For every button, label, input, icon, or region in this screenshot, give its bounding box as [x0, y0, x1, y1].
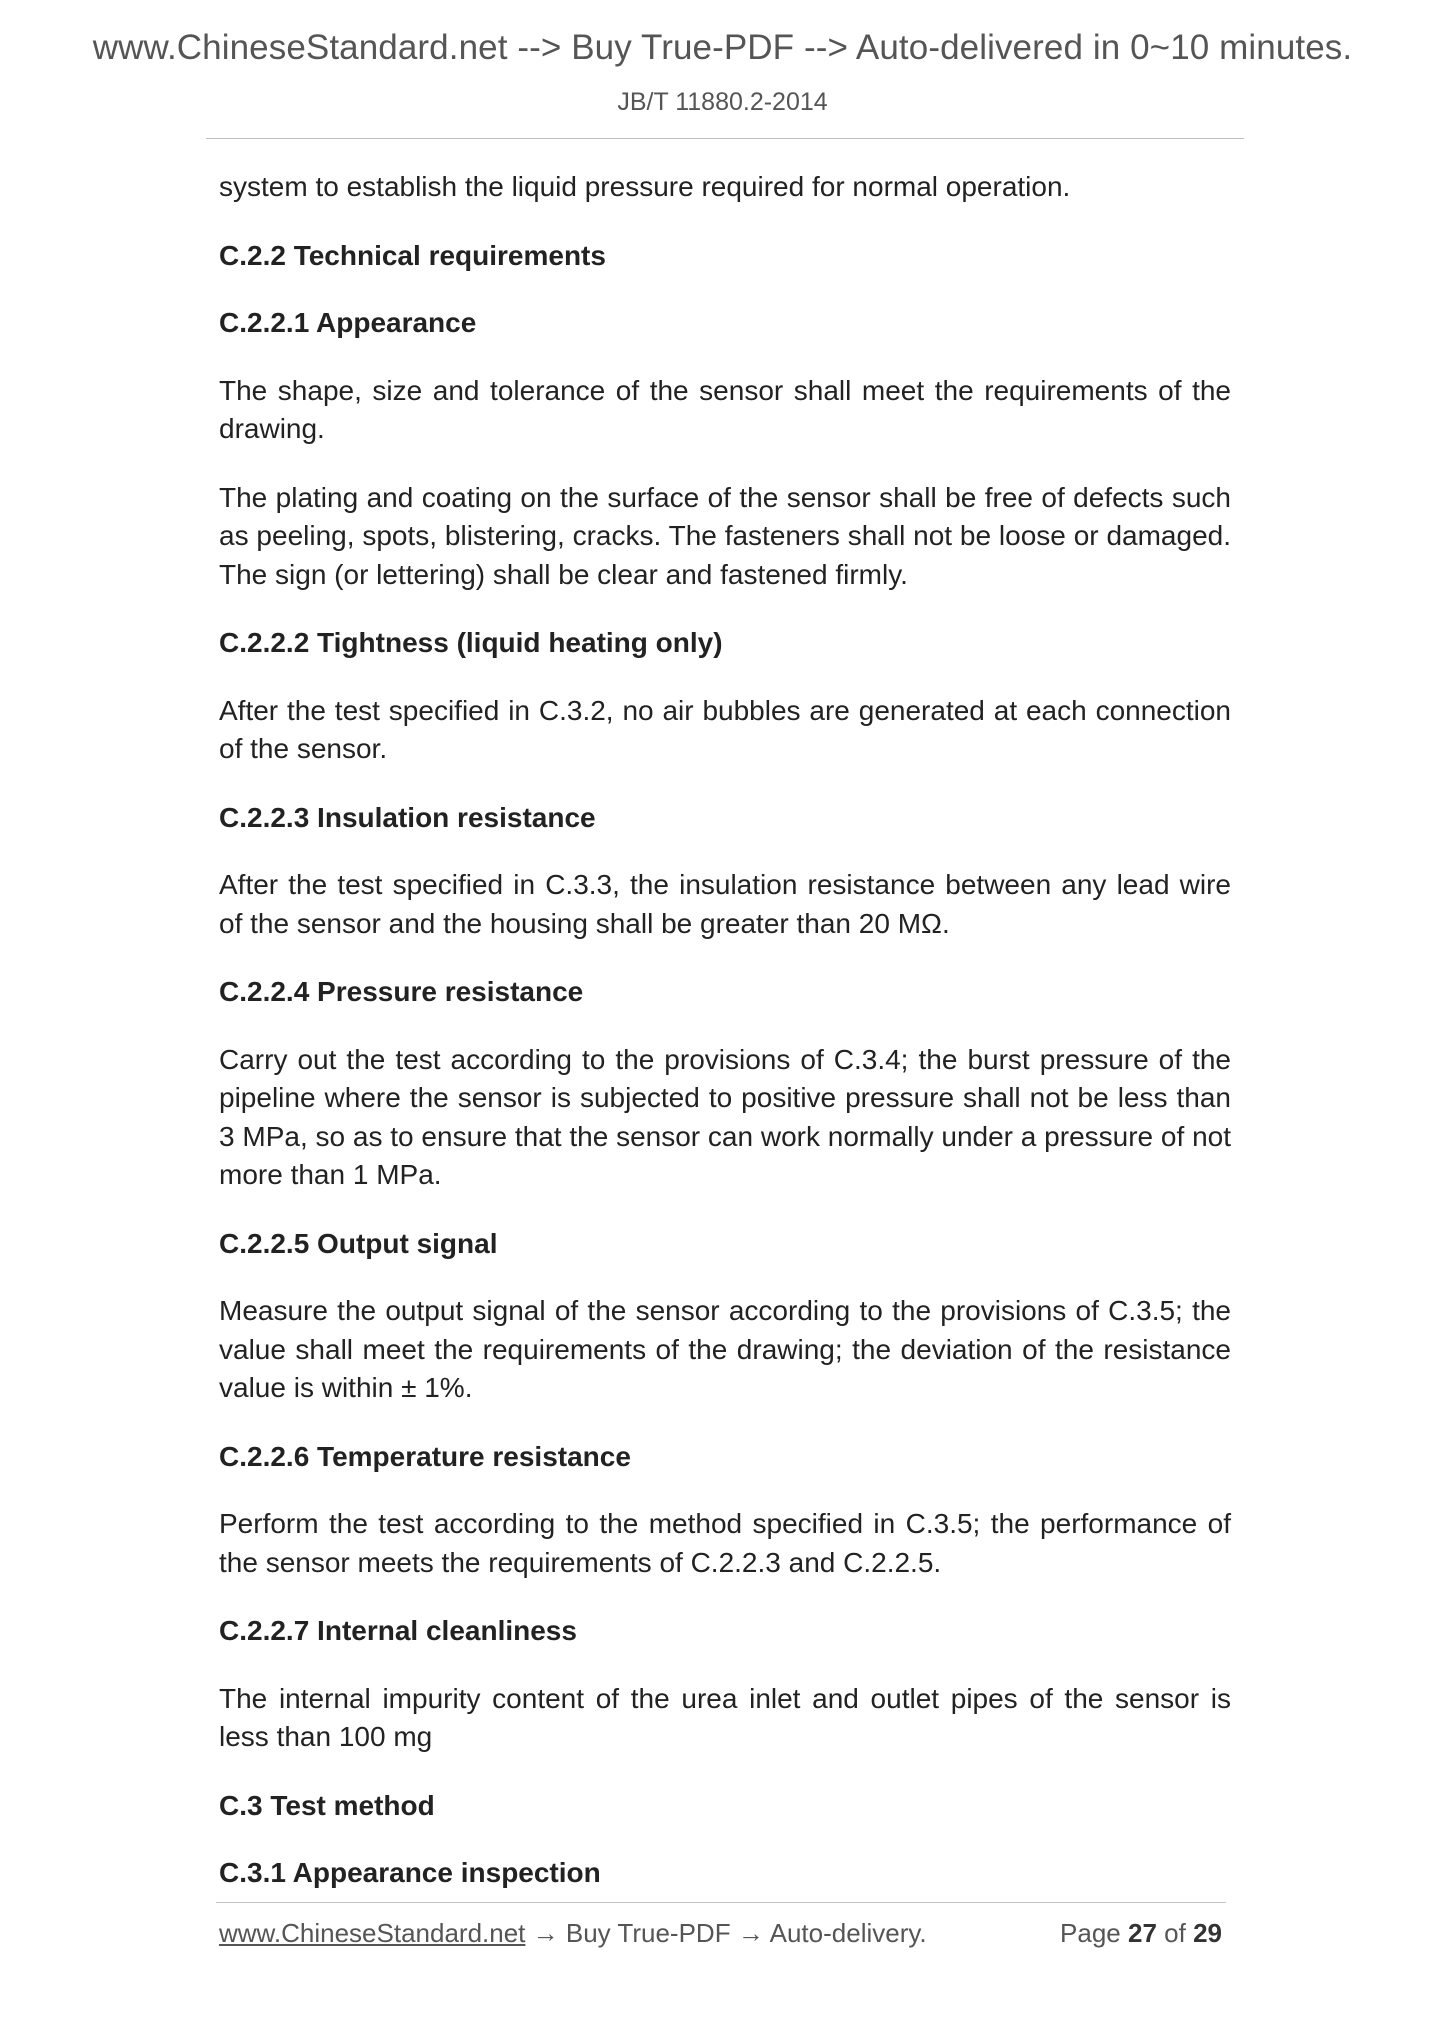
- header-divider: [206, 138, 1244, 139]
- paragraph-cleanliness: The internal impurity content of the urea inlet and outlet pipes of the sensor is less than 100 mg: [219, 1682, 1231, 1752]
- paragraph-appearance-shape: The shape, size and tolerance of the sensor shall meet the requirements of the drawing.: [219, 374, 1231, 444]
- document-id: JB/T 11880.2-2014: [617, 88, 828, 116]
- footer-site-link[interactable]: www.ChineseStandard.net: [219, 1918, 526, 1948]
- paragraph-appearance-plating: The plating and coating on the surface of the sensor shall be free of defects such as peeling, spots, blistering, cracks. The fasteners shall not be loose or damaged. The sign (or lettering) shall be clear and fastened firmly.: [219, 481, 1231, 590]
- arrow-right-icon: →: [532, 1918, 559, 1948]
- heading-c-3: C.3 Test method: [219, 1789, 435, 1821]
- footer-delivery-text: Auto-delivery.: [769, 1918, 927, 1948]
- heading-c-2-2-7: C.2.2.7 Internal cleanliness: [219, 1615, 577, 1646]
- page-label: Page: [1060, 1918, 1121, 1948]
- heading-c-2-2-6: C.2.2.6 Temperature resistance: [219, 1440, 631, 1472]
- page-current: 27: [1128, 1918, 1157, 1948]
- paragraph-insulation: After the test specified in C.3.3, the insulation resistance between any lead wire of the sensor and the housing shall be greater than 20 MΩ.: [219, 869, 1231, 939]
- paragraph-tightness: After the test specified in C.3.2, no air bubbles are generated at each connection of the sensor.: [219, 694, 1231, 764]
- heading-c-3-1: C.3.1 Appearance inspection: [219, 1857, 601, 1888]
- paragraph-output-signal: Measure the output signal of the sensor according to the provisions of C.3.5; the value shall meet the requirements of the drawing; the deviation of the resistance value is within ± 1%.: [219, 1295, 1231, 1403]
- of-label: of: [1164, 1918, 1186, 1948]
- header-banner: www.ChineseStandard.net --> Buy True-PDF --> Auto-delivered in 0~10 minutes.: [92, 28, 1353, 67]
- heading-c-2-2-2: C.2.2.2 Tightness (liquid heating only): [219, 627, 723, 658]
- paragraph-temperature: Perform the test according to the method specified in C.3.5; the performance of the sensor meets the requirements of C.2.2.3 and C.2.2.5.: [219, 1508, 1231, 1578]
- page-total: 29: [1193, 1918, 1222, 1948]
- page-content: [219, 168, 1231, 1922]
- page-indicator: [1060, 1918, 1222, 1949]
- paragraph-continued: system to establish the liquid pressure required for normal operation.: [219, 171, 1071, 202]
- heading-c-2-2-4: C.2.2.4 Pressure resistance: [219, 976, 584, 1007]
- footer-promo: [219, 1918, 927, 1949]
- heading-c-2-2: C.2.2 Technical requirements: [219, 239, 606, 271]
- heading-c-2-2-1: C.2.2.1 Appearance: [219, 307, 477, 338]
- footer-buy-text: Buy True-PDF: [565, 1918, 731, 1948]
- arrow-right-icon: →: [737, 1918, 764, 1948]
- heading-c-2-2-5: C.2.2.5 Output signal: [219, 1227, 498, 1259]
- footer-divider: [216, 1902, 1226, 1903]
- paragraph-pressure: Carry out the test according to the provisions of C.3.4; the burst pressure of the pipeline where the sensor is subjected to positive pressure shall not be less than 3 MPa, so as to ensure that the sensor can work normally under a pressure of not more than 1 MPa.: [219, 1043, 1231, 1190]
- heading-c-2-2-3: C.2.2.3 Insulation resistance: [219, 801, 596, 833]
